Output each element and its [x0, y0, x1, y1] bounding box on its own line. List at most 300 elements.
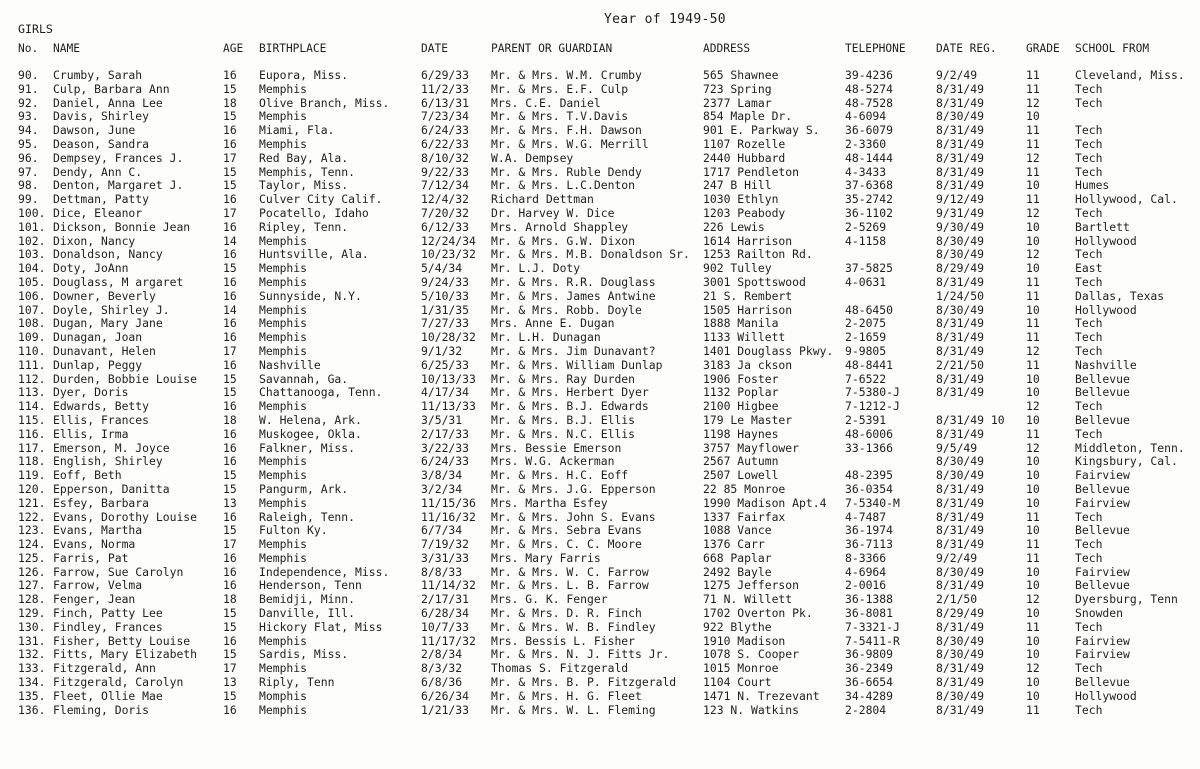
col-telephone: 36-1102	[845, 206, 894, 220]
col-birthplace: Memphis	[259, 662, 308, 676]
col-number: 110.	[18, 344, 46, 358]
col-telephone: 7-5411-R	[845, 634, 900, 648]
col-telephone: 7-1212-J	[845, 400, 900, 414]
col-school-from: Fairview	[1075, 496, 1130, 510]
col-date: 6/24/33	[421, 124, 470, 138]
col-date-reg: 8/31/49	[936, 179, 985, 193]
col-address: 901 E. Parkway S.	[703, 124, 820, 138]
col-parent: Mr. & Mrs. William Dunlap	[491, 358, 663, 372]
col-telephone: 48-8441	[845, 358, 894, 372]
col-date-reg: 8/30/49	[936, 469, 985, 483]
col-number: 134.	[18, 676, 46, 690]
col-parent: Mr. & Mrs. T.V.Davis	[491, 110, 629, 124]
col-telephone: 7-5340-M	[845, 496, 900, 510]
col-birthplace: Memphis, Tenn.	[259, 165, 356, 179]
col-address: 565 Shawnee	[703, 69, 779, 82]
col-grade: 10	[1026, 648, 1040, 662]
col-school-from: Middleton, Tenn.	[1075, 441, 1185, 455]
col-grade: 11	[1026, 289, 1040, 303]
col-name: Farrow, Velma	[53, 579, 143, 593]
col-school-from: Bellevue	[1075, 482, 1130, 496]
col-grade: 11	[1026, 137, 1040, 151]
col-name: Doyle, Shirley J.	[53, 303, 170, 317]
col-birthplace: Fulton Ky.	[259, 524, 328, 538]
col-age: 17	[223, 151, 237, 165]
col-telephone: 33-1366	[845, 441, 894, 455]
col-school-from: Bellevue	[1075, 386, 1130, 400]
col-school-from: Tech	[1075, 427, 1103, 441]
col-grade: 12	[1026, 344, 1040, 358]
column-header	[0, 42, 1200, 56]
col-name: English, Shirley	[53, 455, 163, 469]
col-age: 16	[223, 441, 237, 455]
col-birthplace: Memphis	[259, 538, 308, 552]
col-number: 98.	[18, 179, 39, 193]
col-date: 3/2/34	[421, 482, 463, 496]
col-parent: W.A. Dempsey	[491, 151, 574, 165]
col-number: 126.	[18, 565, 46, 579]
col-telephone: 2-2075	[845, 317, 887, 331]
col-school-from: Tech	[1075, 510, 1103, 524]
col-school-from: Tech	[1075, 331, 1103, 345]
col-birthplace: Memphis	[259, 703, 308, 717]
col-school-from: Nashville	[1075, 358, 1137, 372]
col-grade: 11	[1026, 124, 1040, 138]
col-birthplace: Red Bay, Ala.	[259, 151, 349, 165]
col-grade: 10	[1026, 220, 1040, 234]
col-name: Dunagan, Joan	[53, 331, 143, 345]
table-row	[0, 359, 1200, 373]
col-date-reg: 8/31/49	[936, 620, 985, 634]
col-parent: Mrs. W.G. Ackerman	[491, 455, 615, 469]
col-date-reg: 8/30/49	[936, 634, 985, 648]
col-date: 3/31/33	[421, 551, 470, 565]
col-address: 2567 Autumn	[703, 455, 779, 469]
col-date-reg: 2/1/50	[936, 593, 978, 607]
col-date-reg: 8/31/49	[936, 82, 985, 96]
col-grade: 11	[1026, 538, 1040, 552]
col-parent: Mr. & Mrs. D. R. Finch	[491, 607, 642, 621]
col-name: Davis, Shirley	[53, 110, 150, 124]
col-date: 6/12/33	[421, 220, 470, 234]
col-address: 1253 Railton Rd.	[703, 248, 813, 262]
table-row	[0, 648, 1200, 662]
col-date: 10/7/33	[421, 620, 470, 634]
col-parent: Mrs. Arnold Shappley	[491, 220, 629, 234]
table-row	[0, 566, 1200, 580]
col-telephone: 2-1659	[845, 331, 887, 345]
col-birthplace: Savannah, Ga.	[259, 372, 349, 386]
col-birthplace: Pocatello, Idaho	[259, 206, 369, 220]
col-date: 2/8/34	[421, 648, 463, 662]
col-date-reg: 8/31/49	[936, 496, 985, 510]
col-number: 120.	[18, 482, 46, 496]
col-name: Downer, Beverly	[53, 289, 156, 303]
table-row	[0, 579, 1200, 593]
col-birthplace: Memphis	[259, 234, 308, 248]
col-name: Dugan, Mary Jane	[53, 317, 163, 331]
col-birthplace: Hickory Flat, Miss	[259, 620, 383, 634]
table-row	[0, 290, 1200, 304]
col-date-reg: 8/31/49	[936, 427, 985, 441]
col-age: 16	[223, 579, 237, 593]
col-age: 16	[223, 317, 237, 331]
col-name: Esfey, Barbara	[53, 496, 150, 510]
col-school-from: Tech	[1075, 124, 1103, 138]
col-date-reg: 9/2/49	[936, 69, 978, 82]
col-grade: 10	[1026, 234, 1040, 248]
col-birthplace: Memphis	[259, 110, 308, 124]
col-date-reg: 8/31/49 10	[936, 413, 1005, 427]
col-name: Fitzgerald, Ann	[53, 662, 156, 676]
col-telephone: 36-1974	[845, 524, 894, 538]
table-row	[0, 221, 1200, 235]
col-age: 16	[223, 703, 237, 717]
table-row	[0, 524, 1200, 538]
table-row	[0, 166, 1200, 180]
col-address: 1505 Harrison	[703, 303, 793, 317]
col-date: 6/26/34	[421, 689, 470, 703]
col-date-reg: 2/21/50	[936, 358, 985, 372]
col-birthplace: Pangurm, Ark.	[259, 482, 349, 496]
col-parent: Mr. & Mrs. E.F. Culp	[491, 82, 629, 96]
col-grade: 10	[1026, 413, 1040, 427]
table-row	[0, 345, 1200, 359]
col-birthplace: Memphis	[259, 634, 308, 648]
col-school-from: Tech	[1075, 151, 1103, 165]
table-row	[0, 193, 1200, 207]
col-number: 124.	[18, 538, 46, 552]
col-birthplace: Bemidji, Minn.	[259, 593, 356, 607]
col-age: 15	[223, 524, 237, 538]
table-row	[0, 676, 1200, 690]
col-date-reg: 9/5/49	[936, 441, 978, 455]
col-parent: Mr. & Mrs. W. B. Findley	[491, 620, 656, 634]
table-row	[0, 317, 1200, 331]
col-age: 17	[223, 344, 237, 358]
col-school-from: Hollywood	[1075, 689, 1137, 703]
col-address: 1015 Monroe	[703, 662, 779, 676]
col-date: 6/25/33	[421, 358, 470, 372]
col-grade: 11	[1026, 82, 1040, 96]
col-number: 117.	[18, 441, 46, 455]
col-age: 16	[223, 358, 237, 372]
col-address: 1614 Harrison	[703, 234, 793, 248]
col-name: Emerson, M. Joyce	[53, 441, 170, 455]
col-birthplace: Memphis	[259, 303, 308, 317]
page-title: Year of 1949-50	[604, 12, 726, 27]
col-age: 16	[223, 289, 237, 303]
col-parent: Mr. & Mrs. W. L. Fleming	[491, 703, 656, 717]
col-parent: Mr. & Mrs. B.J. Ellis	[491, 413, 636, 427]
col-address: 2100 Higbee	[703, 400, 779, 414]
col-address: 1471 N. Trezevant	[703, 689, 820, 703]
col-date: 11/15/36	[421, 496, 476, 510]
col-date-reg: 8/31/49	[936, 317, 985, 331]
col-address: 1088 Vance	[703, 524, 772, 538]
col-number: 101.	[18, 220, 46, 234]
col-school-from: Dyersburg, Tenn	[1075, 593, 1178, 607]
col-school-from: Hollywood	[1075, 234, 1137, 248]
col-birthplace: W. Helena, Ark.	[259, 413, 362, 427]
col-age: 15	[223, 607, 237, 621]
col-date-reg: 8/31/49	[936, 137, 985, 151]
col-date: 8/10/32	[421, 151, 470, 165]
col-number: 106.	[18, 289, 46, 303]
col-number: 105.	[18, 275, 46, 289]
col-age: 16	[223, 331, 237, 345]
col-address-header: ADDRESS	[703, 42, 751, 55]
col-birthplace: Memphis	[259, 275, 308, 289]
col-birthplace: Chattanooga, Tenn.	[259, 386, 383, 400]
col-date: 3/22/33	[421, 441, 470, 455]
col-date: 7/19/32	[421, 538, 470, 552]
col-parent: Mr. & Mrs. Jim Dunavant?	[491, 344, 656, 358]
col-birthplace: Falkner, Miss.	[259, 441, 356, 455]
col-birthplace: Huntsville, Ala.	[259, 248, 369, 262]
col-telephone: 36-0354	[845, 482, 894, 496]
col-parent: Mr. & Mrs. N.C. Ellis	[491, 427, 636, 441]
col-date: 7/12/34	[421, 179, 470, 193]
col-date: 5/4/34	[421, 262, 463, 276]
col-number: 97.	[18, 165, 39, 179]
col-telephone: 34-4289	[845, 689, 894, 703]
col-age: 16	[223, 275, 237, 289]
col-age: 15	[223, 179, 237, 193]
col-telephone: 4-1158	[845, 234, 887, 248]
table-row	[0, 83, 1200, 97]
table-row	[0, 400, 1200, 414]
col-date-reg-header: DATE REG.	[936, 42, 997, 55]
col-grade: 12	[1026, 96, 1040, 110]
col-address: 22 85 Monroe	[703, 482, 786, 496]
col-telephone-header: TELEPHONE	[845, 42, 906, 55]
col-age: 15	[223, 82, 237, 96]
col-address: 2507 Lowell	[703, 469, 779, 483]
col-school-from: Hollywood, Cal.	[1075, 193, 1178, 207]
col-date-reg: 8/31/49	[936, 151, 985, 165]
section-label: GIRLS	[18, 22, 53, 36]
col-address: 1906 Foster	[703, 372, 779, 386]
col-date: 9/22/33	[421, 165, 470, 179]
col-birthplace: Danville, Ill.	[259, 607, 356, 621]
col-school-from: Bellevue	[1075, 579, 1130, 593]
col-date: 12/24/34	[421, 234, 476, 248]
col-birthplace: Memphis	[259, 400, 308, 414]
col-number: 116.	[18, 427, 46, 441]
col-telephone: 36-7113	[845, 538, 894, 552]
col-number: 109.	[18, 331, 46, 345]
col-school-from: Tech	[1075, 551, 1103, 565]
col-school-from: Tech	[1075, 206, 1103, 220]
col-number: 125.	[18, 551, 46, 565]
col-birthplace: Taylor, Miss.	[259, 179, 349, 193]
col-date-reg: 8/30/49	[936, 303, 985, 317]
col-grade: 11	[1026, 193, 1040, 207]
col-parent: Richard Dettman	[491, 193, 594, 207]
col-grade: 11	[1026, 69, 1040, 82]
col-date-reg: 9/12/49	[936, 193, 985, 207]
col-school-from: Cleveland, Miss.	[1075, 69, 1185, 82]
table-row	[0, 607, 1200, 621]
col-date: 3/8/34	[421, 469, 463, 483]
col-parent: Mr. & Mrs. W.G. Merrill	[491, 137, 649, 151]
col-date-reg: 8/30/49	[936, 689, 985, 703]
col-telephone: 36-8081	[845, 607, 894, 621]
col-parent: Mr. & Mrs. B. P. Fitzgerald	[491, 676, 677, 690]
col-name: Dyer, Doris	[53, 386, 129, 400]
col-date-header: DATE	[421, 42, 448, 55]
col-number: 99.	[18, 193, 39, 207]
col-address: 1990 Madison Apt.4	[703, 496, 827, 510]
col-parent: Mr. & Mrs. G.W. Dixon	[491, 234, 636, 248]
col-address: 3001 Spottswood	[703, 275, 806, 289]
table-row	[0, 635, 1200, 649]
col-address: 1702 Overton Pk.	[703, 607, 813, 621]
table-row	[0, 386, 1200, 400]
col-telephone: 4-6094	[845, 110, 887, 124]
col-name: Fleet, Ollie Mae	[53, 689, 163, 703]
col-telephone: 36-1388	[845, 593, 894, 607]
col-age: 18	[223, 413, 237, 427]
col-name: Fitzgerald, Carolyn	[53, 676, 184, 690]
col-name: Donaldson, Nancy	[53, 248, 163, 262]
col-parent: Mr. & Mrs. N. J. Fitts Jr.	[491, 648, 670, 662]
col-grade: 10	[1026, 386, 1040, 400]
col-age: 16	[223, 634, 237, 648]
col-telephone: 36-6654	[845, 676, 894, 690]
col-number: 118.	[18, 455, 46, 469]
col-address: 21 S. Rembert	[703, 289, 793, 303]
col-school-from: Humes	[1075, 179, 1110, 193]
col-grade: 10	[1026, 524, 1040, 538]
col-address: 247 B Hill	[703, 179, 772, 193]
col-date-reg: 8/31/49	[936, 703, 985, 717]
col-number: 92.	[18, 96, 39, 110]
col-telephone: 4-0631	[845, 275, 887, 289]
col-grade: 10	[1026, 676, 1040, 690]
col-date-reg: 8/31/49	[936, 372, 985, 386]
col-telephone: 2-5391	[845, 413, 887, 427]
col-address: 226 Lewis	[703, 220, 765, 234]
col-grade: 12	[1026, 206, 1040, 220]
col-number: 123.	[18, 524, 46, 538]
table-row	[0, 373, 1200, 387]
col-number: 114.	[18, 400, 46, 414]
col-address: 922 Blythe	[703, 620, 772, 634]
col-number: 107.	[18, 303, 46, 317]
col-school-from: Bellevue	[1075, 524, 1130, 538]
col-birthplace: Olive Branch, Miss.	[259, 96, 390, 110]
col-parent: Dr. Harvey W. Dice	[491, 206, 615, 220]
col-grade: 10	[1026, 303, 1040, 317]
col-date: 10/23/32	[421, 248, 476, 262]
table-row	[0, 152, 1200, 166]
col-age: 16	[223, 565, 237, 579]
col-grade: 11	[1026, 510, 1040, 524]
col-date-reg: 8/30/49	[936, 234, 985, 248]
col-parent: Mr. & Mrs. M.B. Donaldson Sr.	[491, 248, 690, 262]
col-birthplace: Memphis	[259, 262, 308, 276]
col-birthplace: Independence, Miss.	[259, 565, 390, 579]
col-parent: Mr. & Mrs. W.M. Crumby	[491, 69, 642, 82]
col-name: Crumby, Sarah	[53, 69, 143, 82]
col-address: 902 Tulley	[703, 262, 772, 276]
col-number: 119.	[18, 469, 46, 483]
col-parent: Mr. L.J. Doty	[491, 262, 581, 276]
col-telephone: 4-6964	[845, 565, 887, 579]
col-address: 2440 Hubbard	[703, 151, 786, 165]
col-birthplace: Eupora, Miss.	[259, 69, 349, 82]
table-row	[0, 97, 1200, 111]
col-school-from: Tech	[1075, 317, 1103, 331]
col-parent: Thomas S. Fitzgerald	[491, 662, 629, 676]
col-age: 16	[223, 455, 237, 469]
col-age: 16	[223, 248, 237, 262]
col-grade-header: GRADE	[1026, 42, 1060, 55]
col-number: 132.	[18, 648, 46, 662]
col-name: Ellis, Frances	[53, 413, 150, 427]
col-date: 6/13/31	[421, 96, 470, 110]
col-date-reg: 8/31/49	[936, 676, 985, 690]
col-school-from: Dallas, Texas	[1075, 289, 1165, 303]
col-date-reg: 8/31/49	[936, 662, 985, 676]
col-birthplace: Riply, Tenn	[259, 676, 335, 690]
col-address: 71 N. Willett	[703, 593, 793, 607]
col-address: 1337 Fairfax	[703, 510, 786, 524]
col-address: 1107 Rozelle	[703, 137, 786, 151]
col-birthplace: Memphis	[259, 551, 308, 565]
col-telephone: 36-2349	[845, 662, 894, 676]
col-telephone: 48-6450	[845, 303, 894, 317]
col-school-from: Fairview	[1075, 634, 1130, 648]
col-age: 15	[223, 620, 237, 634]
col-name: Ellis, Irma	[53, 427, 129, 441]
col-age: 16	[223, 510, 237, 524]
col-address: 1203 Peabody	[703, 206, 786, 220]
col-age: 16	[223, 400, 237, 414]
col-date: 7/23/34	[421, 110, 470, 124]
col-number: 133.	[18, 662, 46, 676]
col-grade: 10	[1026, 482, 1040, 496]
table-row	[0, 455, 1200, 469]
col-date: 10/28/32	[421, 331, 476, 345]
col-address: 1198 Haynes	[703, 427, 779, 441]
table-row	[0, 511, 1200, 525]
col-age: 17	[223, 662, 237, 676]
col-address: 854 Maple Dr.	[703, 110, 793, 124]
col-number: 135.	[18, 689, 46, 703]
col-school-from: Fairview	[1075, 648, 1130, 662]
col-date-reg: 9/30/49	[936, 220, 985, 234]
col-age: 18	[223, 593, 237, 607]
col-address: 668 Paplar	[703, 551, 772, 565]
col-name: Finch, Patty Lee	[53, 607, 163, 621]
col-name: Fenger, Jean	[53, 593, 136, 607]
col-address: 1376 Carr	[703, 538, 765, 552]
col-school-from: Bellevue	[1075, 372, 1130, 386]
col-school-from: Tech	[1075, 82, 1103, 96]
col-birthplace: Memphis	[259, 331, 308, 345]
table-row	[0, 110, 1200, 124]
col-name: Dice, Eleanor	[53, 206, 143, 220]
table-row	[0, 235, 1200, 249]
col-date-reg: 8/30/49	[936, 565, 985, 579]
col-date-reg: 8/31/49	[936, 124, 985, 138]
col-grade: 11	[1026, 703, 1040, 717]
col-number: 128.	[18, 593, 46, 607]
col-date-reg: 8/31/49	[936, 482, 985, 496]
